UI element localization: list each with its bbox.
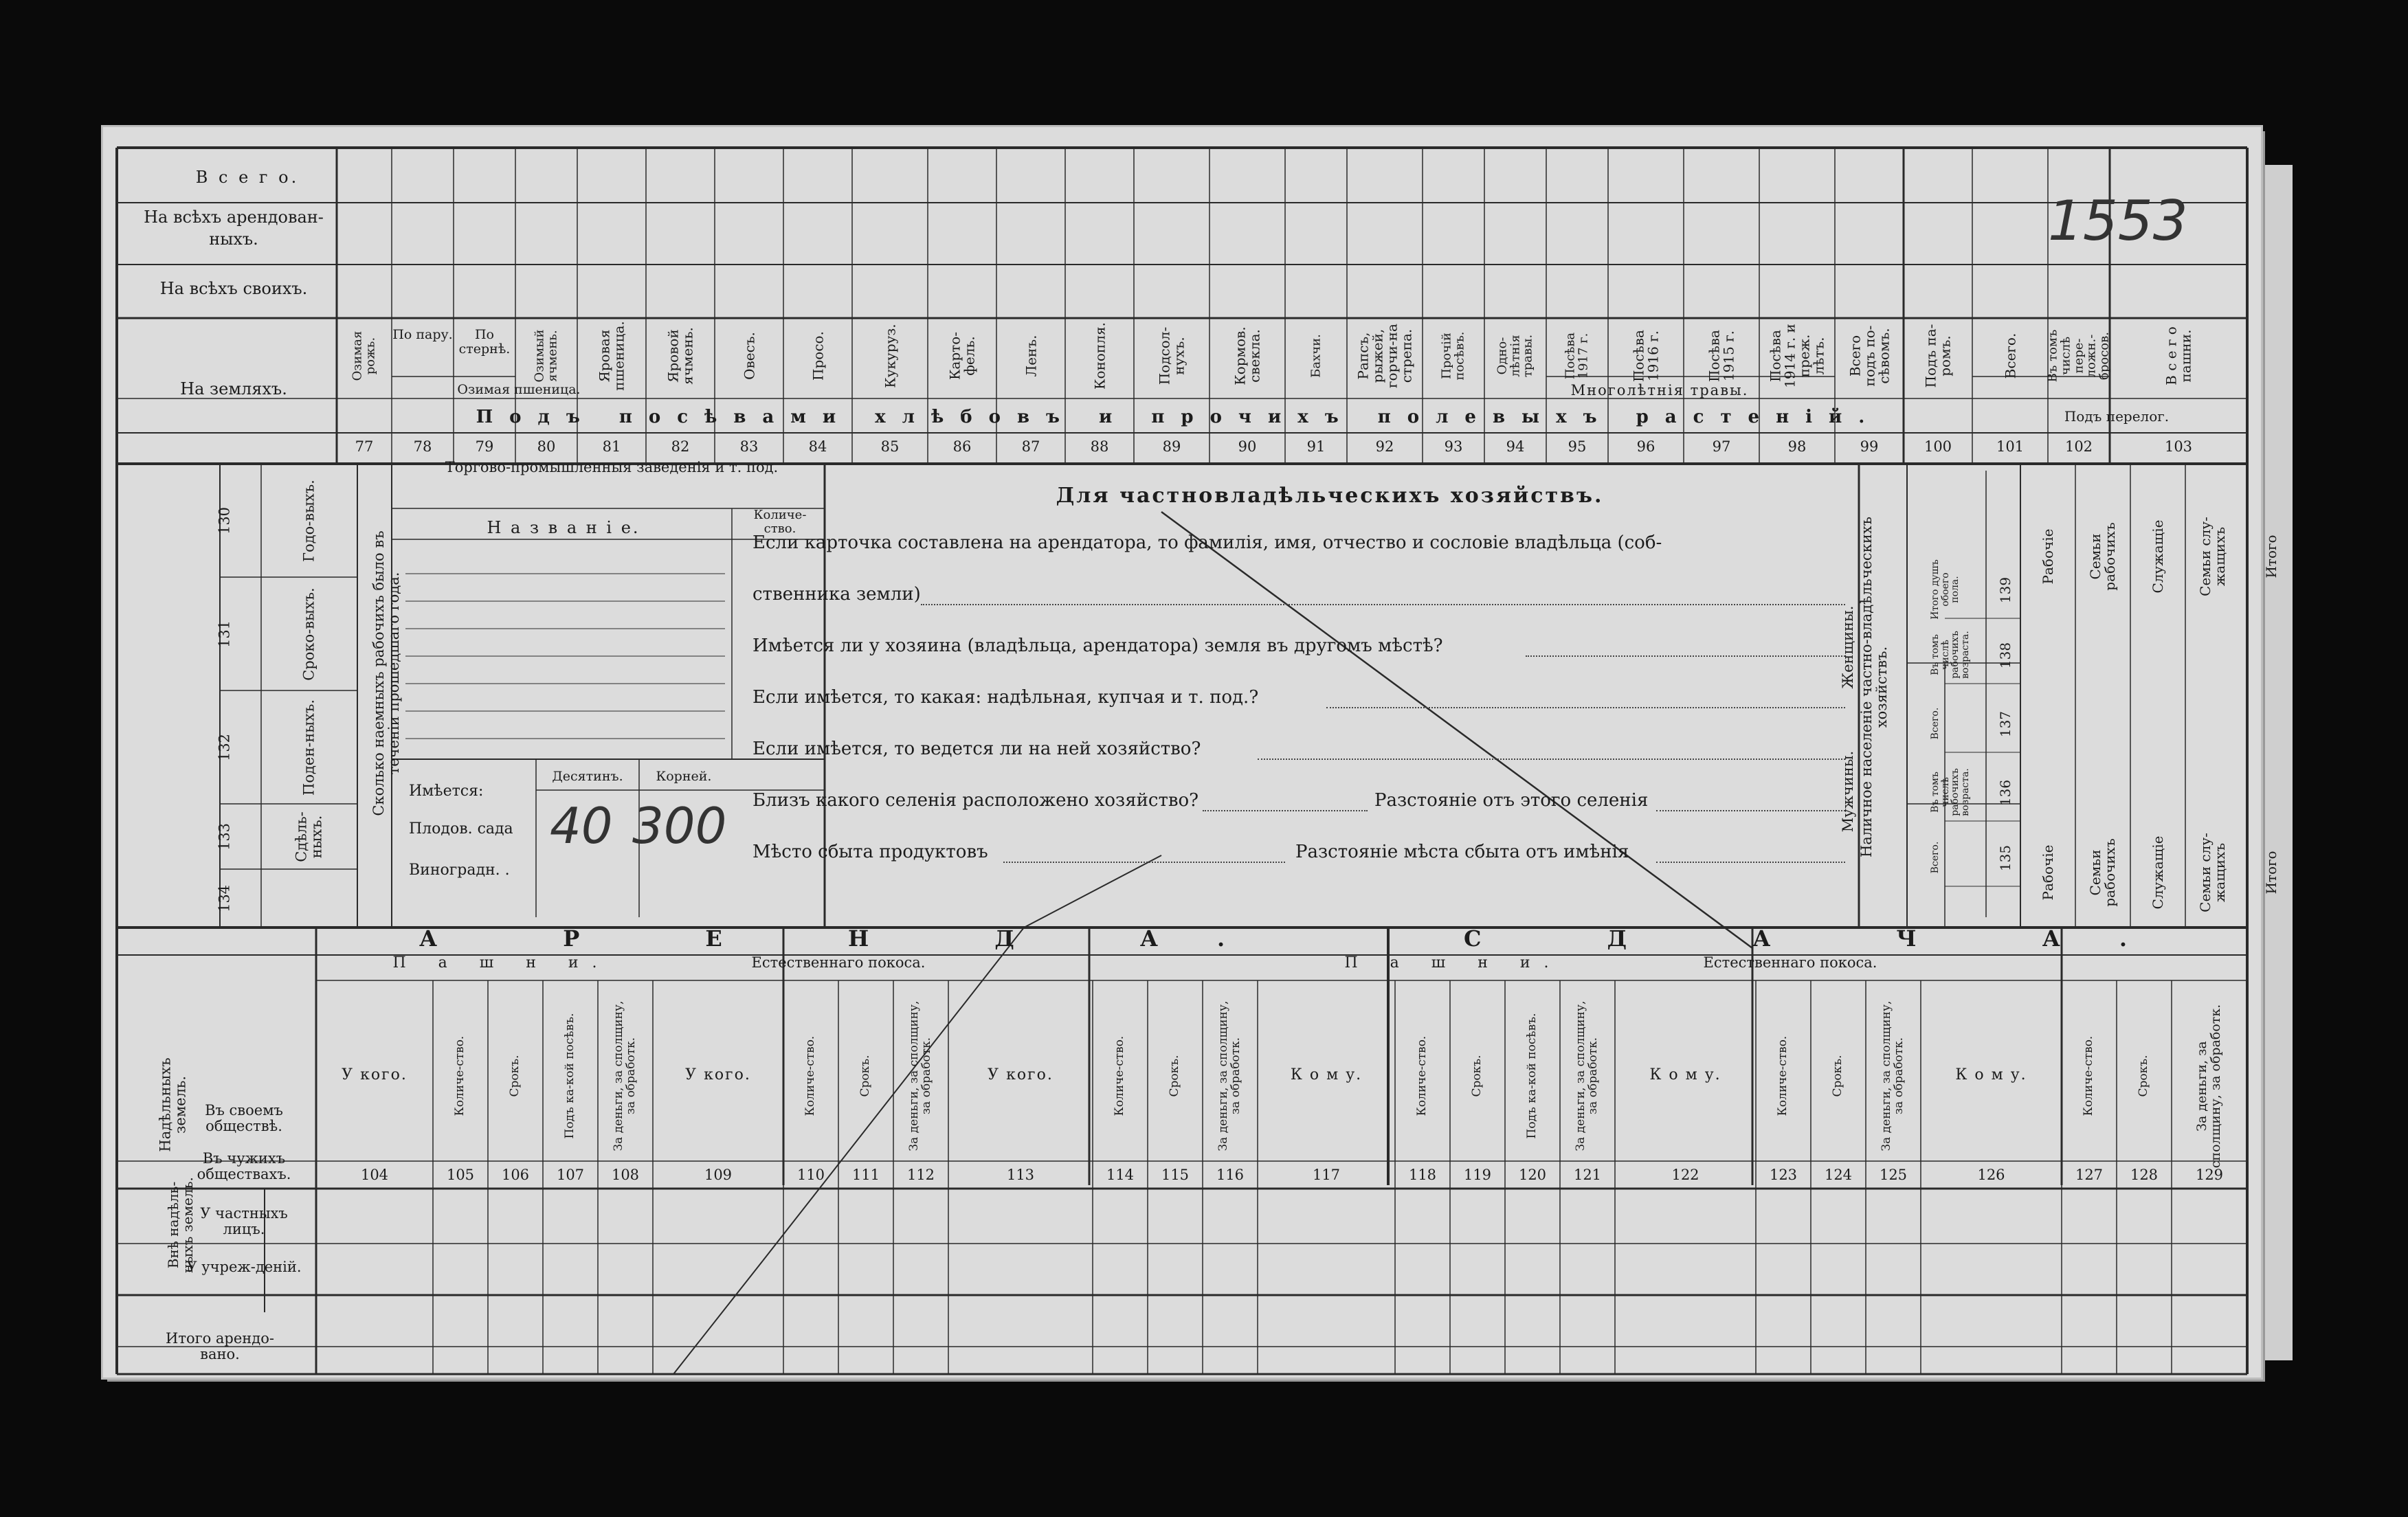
answer-line [921,604,1845,605]
col-label-87: Ленъ. [1022,335,1039,377]
worker-col-label-133: Сдѣль-ныхъ. [293,811,325,862]
arenda-pashni: П а ш н и. [392,954,611,971]
bottom-col-label-114: Количе-ство. [1113,1035,1127,1116]
col-number-99: 99 [1860,438,1879,455]
bottom-col-number-116: 116 [1216,1167,1245,1183]
bottom-col-label-129: За деньги, за сполщину, за обработк. [2194,1004,2223,1169]
row-label-total: В с е г о. [195,168,300,187]
bottom-col-label-105: Количе-ство. [453,1035,467,1116]
diagonal-strike [1024,855,1161,928]
pop-col-label-137: Всего. [1930,707,1941,740]
private-farm-title: Для частновладѣльческихъ хозяйствъ. [1056,484,1604,508]
col-label-78: По пару. [392,327,453,342]
row-label-own: На всѣхъ своихъ. [159,279,308,298]
population-title: Наличное населенiе частно-владѣльческихъ хозяйствъ. [1858,516,1891,858]
crops-band: Подъ посѣвами хлѣбовъ и прочихъ полевыхъ растенiй. [476,407,1882,427]
bottom-col-label-116: За деньги, за сполщину, за обработк. [1216,1000,1242,1151]
col-label-84: Просо. [809,330,826,381]
right-col-bottom-2: Служащiе [2149,835,2166,910]
bottom-col-number-115: 115 [1161,1167,1190,1183]
question-village: Близъ какого селенiя расположено хозяйство? [752,790,1199,811]
col-label-103: В с е г о пашни. [2163,326,2194,385]
worker-col-number-133: 133 [216,822,232,851]
worker-col-label-131: Сроко-выхъ. [300,587,317,681]
col-number-93: 93 [1444,438,1463,455]
right-col-bottom-1: Семьи рабочихъ [2087,838,2118,907]
right-col-top-3: Семьи слу-жащихъ [2197,517,2228,596]
bottom-col-label-128: Срокъ. [2137,1055,2151,1097]
question-owner-cont: ственника земли) [752,584,921,605]
bottom-col-label-120: Подъ ка-кой посѣвъ. [1525,1013,1539,1139]
question-owner: Если карточка составлена на арендатора, то фамилiя, имя, отчество и сословiе владѣльца (соб- [752,532,1662,553]
bottom-col-label-117: К о м у. [1290,1066,1363,1083]
bottom-col-label-111: Срокъ. [858,1055,873,1097]
col-label-100: Подъ па-ромъ. [1922,324,1953,387]
col-number-94: 94 [1506,438,1525,455]
bottom-col-label-125: За деньги, за сполщину, за обработк. [1880,1000,1906,1151]
col-label-85: Кукуруз. [881,323,898,388]
trade-name-header: Н а з в а н i е. [487,518,640,537]
col-number-83: 83 [739,438,759,455]
pop-col-label-135: Всего. [1930,841,1941,874]
col-number-78: 78 [413,438,432,455]
question-village-distance: Разстоянiе отъ этого селенiя [1374,790,1649,811]
answer-line [1203,810,1368,811]
col-label-99: Всего подъ по-сѣвомъ. [1846,325,1892,386]
col-number-89: 89 [1162,438,1181,455]
bottom-col-label-119: Срокъ. [1470,1055,1484,1097]
dessiatin-header: Десятинъ. [552,769,623,784]
bottom-col-number-108: 108 [611,1167,640,1183]
bottom-col-number-128: 128 [2130,1167,2159,1183]
pop-col-label-139: Итого душъ обоего пола. [1930,559,1961,620]
handwritten-dessiatin: 40 [550,797,613,855]
right-col-bottom-3: Семьи слу-жащихъ [2197,833,2228,912]
pop-col-label-136: Въ томъ числѣ рабочихъ возраста. [1930,768,1972,816]
sdacha-pokos: Естественнаго покоса. [1703,954,1877,971]
worker-col-number-132: 132 [216,733,232,761]
col-label-89: Подсол-нухъ. [1156,326,1187,385]
bottom-col-number-124: 124 [1824,1167,1853,1183]
pop-col-number-136: 136 [1997,779,2014,807]
answer-line [1656,862,1845,863]
col-number-100: 100 [1924,438,1952,455]
right-col-bottom-4: Итого [2262,851,2279,895]
group-winter-wheat: Озимая пшеница. [457,382,581,397]
col-number-101: 101 [1996,438,2025,455]
bottom-col-number-118: 118 [1408,1167,1437,1183]
women-label: Женщины. [1840,605,1856,689]
group-allotment: Надѣльныхъ земель. [157,1057,189,1152]
row-private-persons: У частныхъ лицъ. [200,1205,288,1238]
bottom-col-label-110: Количе-ство. [803,1035,818,1116]
col-number-88: 88 [1090,438,1109,455]
question-farming: Если имѣется, то ведется ли на ней хозяйство? [752,739,1201,759]
row-label-rented-cont: ныхъ. [209,229,258,249]
col-label-92: Рапсъ, рыжей, горчи-на стрепа. [1354,323,1414,388]
bottom-col-number-113: 113 [1006,1167,1035,1183]
col-label-91: Бахчи. [1308,333,1323,378]
worker-col-number-134: 134 [216,884,232,912]
bottom-col-number-126: 126 [1977,1167,2005,1183]
col-number-86: 86 [952,438,972,455]
bottom-col-label-108: За деньги, за сполщину, за обработк. [612,1000,638,1151]
right-col-bottom-0: Рабочiе [2039,844,2056,901]
handwritten-roots: 300 [632,797,727,855]
col-label-88: Конопля. [1091,322,1108,390]
bottom-col-label-122: К о м у. [1649,1066,1721,1083]
col-label-97: Посѣва 1915 г. [1706,329,1737,382]
right-col-top-0: Рабочiе [2039,528,2056,585]
bottom-col-number-111: 111 [851,1167,880,1183]
has-label: Имѣется: [409,783,484,800]
census-card [103,127,2279,1378]
question-market: Мѣсто сбыта продуктовъ [752,842,988,862]
answer-line [1326,707,1845,708]
col-label-82: Яровой ячмень. [665,326,695,385]
pop-col-label-138: Въ томъ числѣ рабочихъ возраста. [1930,631,1972,679]
col-number-79: 79 [475,438,494,455]
col-label-102: Въ томъ числѣ пере-ложн.-бросов. [2044,329,2112,382]
col-number-90: 90 [1238,438,1257,455]
bottom-col-label-113: У кого. [988,1066,1054,1083]
vineyard-label: Виноградн. . [409,862,510,879]
col-number-91: 91 [1306,438,1326,455]
question-other-land: Имѣется ли у хозяина (владѣльца, арендатора) земля въ другомъ мѣстѣ? [752,636,1443,656]
group-fallow: Подъ перелог. [2064,408,2170,425]
col-number-85: 85 [880,438,900,455]
bottom-col-label-124: Срокъ. [1831,1055,1845,1097]
col-label-86: Карто-фель. [946,331,977,380]
col-label-98: Посѣва 1914 г. и преж. лѣтъ. [1767,323,1827,388]
bottom-col-number-109: 109 [704,1167,733,1183]
col-number-82: 82 [671,438,690,455]
col-label-77: Озимая рожь. [350,330,377,381]
bottom-col-label-127: Количе-ство. [2082,1035,2096,1116]
bottom-col-number-125: 125 [1879,1167,1908,1183]
col-number-84: 84 [808,438,827,455]
orchard-label: Плодов. сада [409,820,513,838]
col-label-96: Посѣва 1916 г. [1630,329,1661,382]
worker-col-number-130: 130 [216,506,232,535]
answer-line [1656,810,1845,811]
question-market-distance: Разстоянiе мѣста сбыта отъ имѣнiя [1295,842,1629,862]
bottom-col-number-123: 123 [1769,1167,1798,1183]
col-number-95: 95 [1568,438,1587,455]
pop-col-number-139: 139 [1997,576,2014,604]
bottom-col-number-127: 127 [2075,1167,2104,1183]
row-own-society: Въ своемъ обществѣ. [205,1102,283,1135]
col-number-96: 96 [1636,438,1656,455]
pop-col-number-135: 135 [1997,844,2014,872]
bottom-col-number-114: 114 [1106,1167,1135,1183]
col-number-97: 97 [1712,438,1731,455]
bottom-col-label-109: У кого. [685,1066,751,1083]
bottom-col-number-107: 107 [556,1167,585,1183]
trade-qty-header: Количе-ство. [753,508,807,536]
bottom-col-number-119: 119 [1463,1167,1492,1183]
col-number-98: 98 [1787,438,1807,455]
question-land-type: Если имѣется, то какая: надѣльная, купчая и т. под.? [752,687,1259,708]
col-number-103: 103 [2164,438,2193,455]
page-edge [2261,165,2293,1360]
bottom-col-label-121: За деньги, за сполщину, за обработк. [1574,1000,1600,1151]
bottom-col-number-129: 129 [2195,1167,2224,1183]
sdacha-pashni: П а ш н и. [1344,954,1563,971]
bottom-col-label-112: За деньги, за сполщину, за обработк. [907,1000,933,1151]
col-number-77: 77 [355,438,374,455]
men-label: Мужчины. [1840,750,1856,833]
bottom-col-label-123: Количе-ство. [1776,1035,1790,1116]
bottom-col-label-115: Срокъ. [1168,1055,1182,1097]
right-col-top-4: Итого [2262,535,2279,578]
bottom-col-number-112: 112 [906,1167,935,1183]
bottom-col-number-104: 104 [360,1167,389,1183]
col-number-80: 80 [537,438,556,455]
col-label-83: Овесъ. [740,331,757,380]
answer-line [1258,758,1845,760]
bottom-col-number-117: 117 [1312,1167,1341,1183]
bottom-col-label-118: Количе-ство. [1415,1035,1429,1116]
row-other-societies: Въ чужихъ обществахъ. [197,1150,291,1183]
right-col-top-1: Семьи рабочихъ [2087,522,2118,591]
bottom-col-number-110: 110 [796,1167,825,1183]
workers-title: Сколько наемныхъ рабочихъ было въ теченiи прошедшаго года. [370,530,403,816]
col-label-94: Одно-лѣтнiя травы. [1494,334,1535,377]
bottom-col-label-107: Подъ ка-кой посѣвъ. [563,1013,577,1139]
col-label-93: Прочiй посѣвъ. [1439,330,1467,381]
arenda-pokos: Естественнаго покоса. [751,954,926,971]
worker-col-number-131: 131 [216,620,232,648]
pop-col-number-138: 138 [1997,642,2014,669]
row-institutions: У учреж-денiй. [186,1259,302,1275]
roots-header: Корней. [656,769,712,784]
bottom-col-label-104: У кого. [342,1066,408,1083]
col-number-81: 81 [602,438,621,455]
col-label-80: Озимый ячмень. [532,329,559,382]
bottom-col-number-106: 106 [501,1167,530,1183]
right-col-top-2: Служащiе [2149,519,2166,594]
col-label-90: Кормов. свекла. [1231,326,1262,385]
pop-col-number-137: 137 [1997,710,2014,738]
row-label-lands: На земляхъ. [180,379,287,398]
trade-title: Торгово-промышленныя заведенiя и т. под. [445,459,779,475]
bottom-col-label-106: Срокъ. [508,1055,522,1097]
group-perennial-grass: Многолѣтнiя травы. [1570,382,1749,398]
col-label-95: Посѣва 1917 г. [1563,332,1590,379]
col-number-87: 87 [1021,438,1040,455]
col-label-101: Всего. [2001,333,2018,379]
row-total-rented: Итого арендо-вано. [166,1330,274,1363]
col-number-92: 92 [1375,438,1394,455]
group-non-allotment: Внѣ надѣль-ныхъ земель. [165,1177,196,1273]
worker-col-label-132: Поден-ныхъ. [300,699,317,796]
bottom-col-number-121: 121 [1573,1167,1602,1183]
bottom-col-number-105: 105 [446,1167,475,1183]
diagonal-strike [673,1261,763,1374]
sdacha-header: С Д А Ч А. [1464,925,2186,952]
col-label-81: Яровая пшеница. [596,320,627,391]
arenda-header: А Р Е Н Д А. [419,925,1284,952]
worker-col-label-130: Годо-выхъ. [300,479,317,562]
bottom-col-number-122: 122 [1671,1167,1699,1183]
col-label-79: По стернѣ. [458,327,511,357]
row-label-rented: На всѣхъ арендован- [144,207,324,227]
col-number-102: 102 [2064,438,2093,455]
answer-line [1526,655,1845,657]
answer-line [1003,862,1285,863]
bottom-col-label-126: К о м у. [1955,1066,2027,1083]
bottom-col-number-120: 120 [1518,1167,1547,1183]
diagonal-strike [1161,512,1752,948]
stamp-number: 1553 [2048,189,2188,253]
